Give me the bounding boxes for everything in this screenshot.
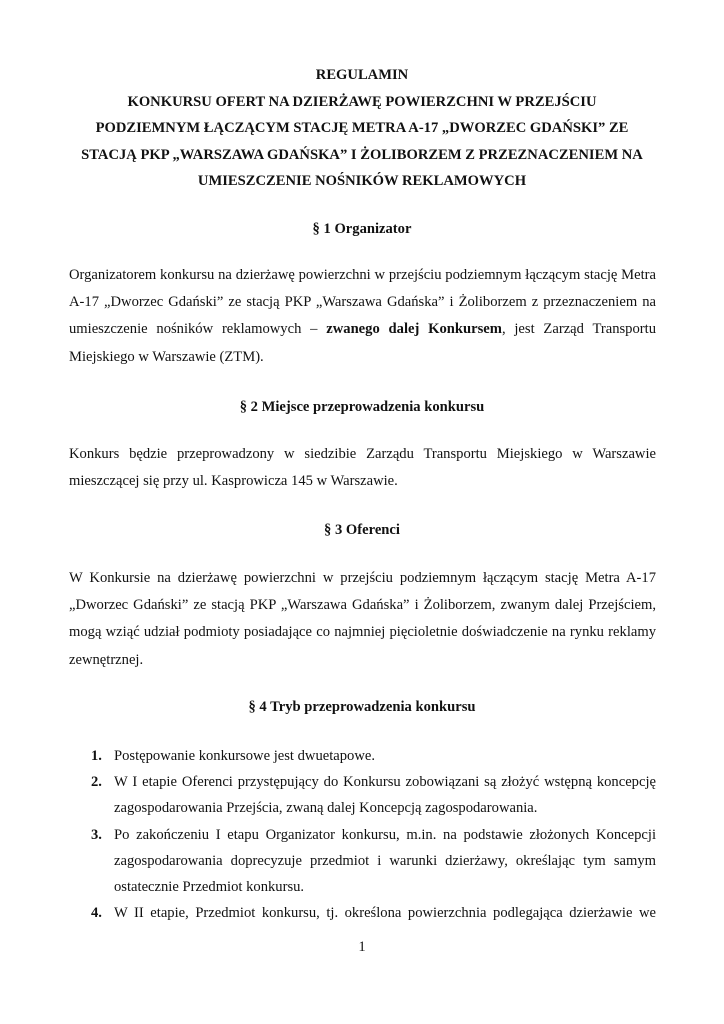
list-item-number: 2.	[91, 774, 102, 791]
list-item-line: W II etapie, Przedmiot konkursu, tj. określona powierzchnia podlegająca dzierżawie we	[114, 905, 656, 922]
section-4-heading: § 4 Tryb przeprowadzenia konkursu	[248, 699, 476, 715]
title-line: PODZIEMNYM ŁĄCZĄCYM STACJĘ METRA A-17 „DWORZEC GDAŃSKI” ZE	[95, 120, 629, 136]
list-item-number: 1.	[91, 748, 102, 764]
section-1-heading: § 1 Organizator	[312, 221, 412, 237]
title-line: STACJĄ PKP „WARSZAWA GDAŃSKA” I ŻOLIBORZEM Z PRZEZNACZENIEM NA	[81, 146, 643, 163]
paragraph-line: Organizatorem konkursu na dzierżawę powierzchni w przejściu podziemnym łączącym stację Metra	[69, 267, 656, 283]
procedure-list	[69, 743, 656, 926]
title-line: UMIESZCZENIE NOŚNIKÓW REKLAMOWYCH	[197, 173, 527, 189]
section-3-paragraph	[69, 565, 656, 674]
paragraph-line: zewnętrznej.	[69, 651, 144, 668]
text-run: umieszczenie nośników reklamowych –	[69, 321, 327, 338]
list-item	[69, 743, 656, 769]
list-item	[69, 769, 656, 821]
list-item-number: 3.	[91, 826, 102, 843]
list-item-line: Postępowanie konkursowe jest dwuetapowe.	[114, 748, 376, 764]
paragraph-line: „Dworzec Gdański” ze stacją PKP „Warszawa Gdańska” i Żoliborzem, zwanym dalej Przejściem,	[69, 597, 656, 614]
paragraph-line: W Konkursie na dzierżawę powierzchni w przejściu podziemnym łączącym stację Metra A-17	[69, 570, 656, 586]
section-2-heading: § 2 Miejsce przeprowadzenia konkursu	[239, 399, 485, 415]
bold-text-run: zwanego dalej Konkursem	[326, 321, 502, 338]
title-line: REGULAMIN	[315, 67, 409, 83]
paragraph-line: mogą wziąć udział podmioty posiadające co najmniej pięcioletnie doświadczenie na rynku reklamy	[69, 624, 656, 641]
document-title	[60, 62, 664, 195]
section-1-paragraph	[69, 262, 656, 371]
list-item-line: ostatecznie Przedmiot konkursu.	[114, 878, 305, 895]
title-line: KONKURSU OFERT NA DZIERŻAWĘ POWIERZCHNI W PRZEJŚCIU	[127, 93, 597, 110]
paragraph-line: Miejskiego w Warszawie (ZTM).	[69, 348, 264, 365]
list-item-line: Po zakończeniu I etapu Organizator konkursu, m.in. na podstawie złożonych Koncepcji	[114, 826, 656, 843]
list-item-line: W I etapie Oferenci przystępujący do Konkursu zobowiązani są złożyć wstępną koncepcję	[114, 774, 656, 791]
paragraph-line: mieszczącej się przy ul. Kasprowicza 145 w Warszawie.	[69, 473, 398, 490]
paragraph-line	[69, 316, 656, 343]
page-number: 1	[358, 939, 366, 955]
list-item	[69, 900, 656, 926]
list-item-number: 4.	[91, 905, 102, 922]
list-item-line: zagospodarowania doprecyzuje przedmiot i warunki dzierżawy, określając tym samym	[114, 852, 656, 869]
list-item-line: zagospodarowania Przejścia, zwaną dalej Koncepcją zagospodarowania.	[114, 800, 538, 817]
list-item	[69, 822, 656, 901]
paragraph-line: Konkurs będzie przeprowadzony w siedzibie Zarządu Transportu Miejskiego w Warszawie	[69, 446, 656, 462]
paragraph-line: A-17 „Dworzec Gdański” ze stacją PKP „Warszawa Gdańska” i Żoliborzem z przeznaczeniem na	[69, 294, 656, 311]
text-run: , jest Zarząd Transportu	[501, 321, 656, 338]
section-3-heading: § 3 Oferenci	[324, 522, 400, 538]
section-2-paragraph	[69, 441, 656, 495]
